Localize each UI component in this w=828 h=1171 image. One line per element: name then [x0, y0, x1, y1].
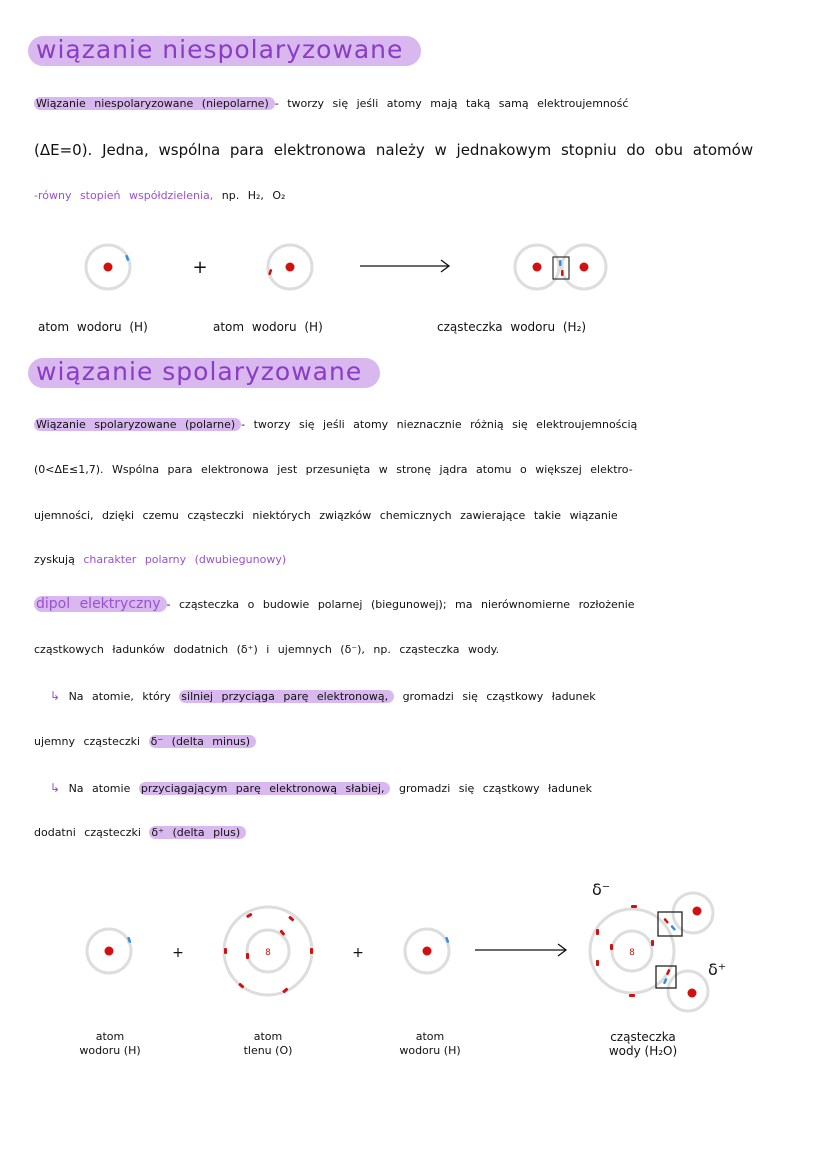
delta-minus-label: δ⁻ — [592, 880, 611, 899]
highlight: przyciągającym parę elektronową słabiej, — [139, 782, 391, 795]
term-highlight: Wiązanie niespolaryzowane (niepolarne) — [34, 97, 275, 110]
highlight: δ⁺ (delta plus) — [149, 826, 246, 839]
text: Na atomie, który — [68, 690, 171, 703]
nucleus — [286, 263, 295, 272]
section-title-polar: wiązanie spolaryzowane — [28, 358, 380, 388]
nucleus — [580, 263, 589, 272]
electron-red — [561, 270, 564, 276]
bullet-1 — [50, 687, 596, 706]
polar-line-4 — [34, 551, 286, 569]
plus-sign: + — [172, 945, 184, 961]
label-h2o-molecule: cząsteczka wody (H₂O) — [608, 1030, 678, 1058]
text: cząstkowych ładunków dodatnich (δ⁺) i ujemnych (δ⁻), np. cząsteczka wody. — [34, 643, 500, 656]
polar-line-1 — [34, 416, 637, 434]
polar-line-3 — [34, 507, 618, 525]
purple-text: -równy stopień współdzielenia, — [34, 189, 214, 202]
plus-sign: + — [352, 945, 364, 961]
dipol-line-2 — [34, 641, 499, 659]
text: - tworzy się jeśli atomy mają taką samą elektroujemność — [274, 97, 629, 110]
section-title-nonpolar: wiązanie niespolaryzowane — [28, 36, 421, 66]
text: np. H₂, O₂ — [221, 189, 286, 202]
oxygen-nucleus-label: 8 — [629, 948, 635, 958]
bullet-2-cont — [34, 824, 246, 842]
purple-text: charakter polarny (dwubiegunowy) — [83, 553, 287, 566]
text: gromadzi się cząstkowy ładunek — [398, 782, 593, 795]
plus-sign: + — [192, 257, 208, 278]
bullet-2 — [50, 779, 592, 798]
text: ujemności, dzięki czemu cząsteczki niektórych związków chemicznych zawierające takie wiązanie — [34, 509, 618, 522]
bullet-1-cont — [34, 733, 256, 751]
label-h-atom-2: atom wodoru (H) — [213, 320, 323, 334]
highlight: δ⁻ (delta minus) — [149, 735, 256, 748]
text: (0<ΔE≤1,7). Wspólna para elektronowa jest przesunięta w stronę jądra atomu o większej elektro- — [34, 463, 633, 476]
nucleus — [104, 263, 113, 272]
polar-line-2 — [34, 461, 633, 479]
label-h-atom: atom wodoru (H) — [79, 1030, 141, 1057]
electron-blue — [559, 260, 562, 266]
hook-arrow-icon: ↳ — [50, 689, 61, 703]
text: (ΔE=0). Jedna, wspólna para elektronowa należy w jednakowym stopniu do obu atomów — [34, 141, 754, 159]
oxygen-nucleus-label: 8 — [265, 948, 271, 958]
text: - tworzy się jeśli atomy nieznacznie różnią się elektroujemnością — [241, 418, 638, 431]
text: - cząsteczka o budowie polarnej (biegunowej); ma nierównomierne rozłożenie — [166, 598, 635, 611]
nucleus — [533, 263, 542, 272]
text: Na atomie — [68, 782, 131, 795]
text: zyskują — [34, 553, 75, 566]
dipol-line-1 — [34, 595, 635, 614]
text: ujemny cząsteczki — [34, 735, 141, 748]
hook-arrow-icon: ↳ — [50, 781, 61, 795]
highlight: silniej przyciąga parę elektronową, — [179, 690, 394, 703]
delta-plus-label: δ⁺ — [708, 960, 727, 979]
label-h-atom-1: atom wodoru (H) — [38, 320, 148, 334]
label-h-atom: atom wodoru (H) — [399, 1030, 461, 1057]
text: gromadzi się cząstkowy ładunek — [402, 690, 596, 703]
text: dodatni cząsteczki — [34, 826, 141, 839]
term-highlight: Wiązanie spolaryzowane (polarne) — [34, 418, 241, 431]
h2-diagram — [86, 245, 606, 289]
label-o-atom: atom tlenu (O) — [243, 1030, 293, 1057]
dipol-term: dipol elektryczny — [34, 596, 167, 612]
label-h2-molecule: cząsteczka wodoru (H₂) — [437, 320, 587, 334]
